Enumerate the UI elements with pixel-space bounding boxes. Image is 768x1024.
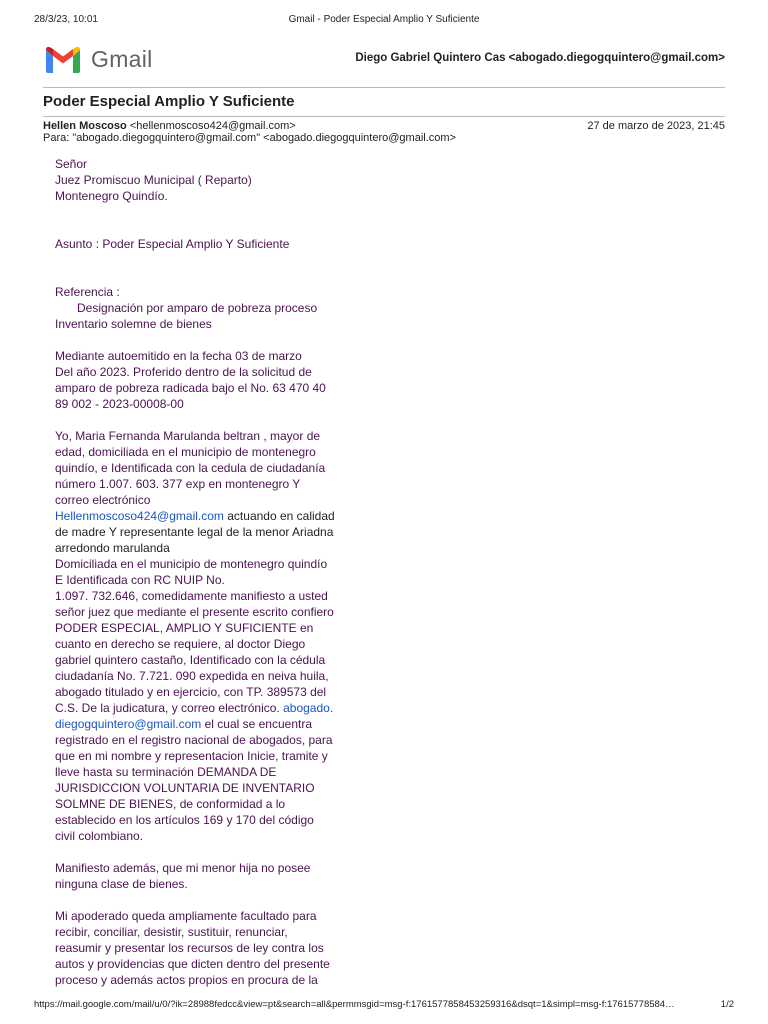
print-url: https://mail.google.com/mail/u/0/?ik=28988fedcc&view=pt&search=all&permmsgid=msg-f:1761577858453259316&dsqt=1&simpl=msg-f:17615778584…	[34, 999, 675, 1010]
abogado-email-link[interactable]: diegogquintero@gmail.com	[55, 717, 202, 731]
greeting-line: Juez Promiscuo Municipal ( Reparto)	[55, 173, 252, 187]
page-number: 1/2	[720, 999, 734, 1010]
paragraph-line	[55, 700, 375, 716]
sender	[43, 120, 296, 132]
hellen-email-link[interactable]: Hellenmoscoso424@gmail.com	[55, 509, 224, 523]
apoderado-line: proceso y además actos propios en procura de la	[55, 973, 318, 987]
paragraph-text: actuando en calidad	[223, 509, 335, 523]
paragraph-line: edad, domiciliada en el municipio de montenegro	[55, 445, 316, 459]
paragraph-line: establecido en los artículos 169 y 170 del código	[55, 813, 314, 827]
mediante-line: Del año 2023. Proferido dentro de la solicitud de	[55, 365, 312, 379]
email-body	[55, 156, 375, 988]
apoderado-line: recibir, conciliar, desistir, sustituir, renunciar,	[55, 925, 288, 939]
sender-name: Hellen Moscoso	[43, 120, 127, 132]
paragraph-line: de madre Y representante legal de la menor Ariadna	[55, 525, 334, 539]
paragraph-line: registrado en el registro nacional de abogados, para	[55, 733, 333, 747]
paragraph-text: el cual se encuentra	[201, 717, 313, 731]
mediante-line: 89 002 - 2023-00008-00	[55, 397, 184, 411]
paragraph-line: civil colombiano.	[55, 829, 144, 843]
paragraph-text: C.S. De la judicatura, y correo electrónico.	[55, 701, 284, 715]
paragraph-line: Yo, Maria Fernanda Marulanda beltran , mayor de	[55, 429, 321, 443]
paragraph-line: abogado titulado y en ejercicio, con TP. 389573 del	[55, 685, 327, 699]
print-datetime: 28/3/23, 10:01	[34, 14, 98, 25]
paragraph-line: cuanto en derecho se requiere, al doctor Diego	[55, 637, 306, 651]
paragraph-line: lleve hasta su terminación DEMANDA DE	[55, 765, 277, 779]
paragraph-line: 1.097. 732.646, comedidamente manifiesto a usted	[55, 589, 328, 603]
gmail-m-logo-icon	[43, 44, 83, 74]
paragraph-line: que en mi nombre y representacion Inicie, tramite y	[55, 749, 328, 763]
paragraph-line: correo electrónico	[55, 493, 151, 507]
manifiesto-line: ninguna clase de bienes.	[55, 877, 188, 891]
recipient: Para: "abogado.diegogquintero@gmail.com" <abogado.diegogquintero@gmail.com>	[43, 132, 456, 144]
paragraph-line: E Identificada con RC NUIP No.	[55, 573, 225, 587]
print-title: Gmail - Poder Especial Amplio Y Suficiente	[288, 14, 480, 25]
paragraph-line	[55, 508, 375, 524]
paragraph-line: JURISDICCION VOLUNTARIA DE INVENTARIO	[55, 781, 315, 795]
paragraph-line: Domiciliada en el municipio de montenegro quindío	[55, 557, 328, 571]
mediante-line: Mediante autoemitido en la fecha 03 de marzo	[55, 349, 302, 363]
apoderado-line: Mi apoderado queda ampliamente facultado para	[55, 909, 317, 923]
asunto-line: Asunto : Poder Especial Amplio Y Suficiente	[55, 237, 290, 251]
referencia-label: Referencia :	[55, 285, 120, 299]
apoderado-line: reasumir y presentar los recursos de ley contra los	[55, 941, 324, 955]
account-name: Diego Gabriel Quintero Cas <abogado.diegogquintero@gmail.com>	[355, 52, 725, 64]
sender-email: <hellenmoscoso424@gmail.com>	[129, 120, 296, 132]
paragraph-line: arredondo marulanda	[55, 541, 170, 555]
email-date: 27 de marzo de 2023, 21:45	[587, 120, 725, 132]
paragraph-line: quindío, e Identificada con la cedula de ciudadanía	[55, 461, 326, 475]
mediante-line: amparo de pobreza radicada bajo el No. 63 470 40	[55, 381, 326, 395]
gmail-wordmark: Gmail	[91, 45, 153, 72]
abogado-email-link[interactable]: abogado.	[283, 701, 334, 715]
referencia-line: Inventario solemne de bienes	[55, 317, 212, 331]
referencia-line: Designación por amparo de pobreza proceso	[77, 301, 318, 315]
paragraph-line: señor juez que mediante el presente escrito confiero	[55, 605, 334, 619]
header-divider	[43, 87, 725, 88]
paragraph-line: gabriel quintero castaño, Identificado con la cédula	[55, 653, 326, 667]
email-subject: Poder Especial Amplio Y Suficiente	[43, 93, 295, 110]
paragraph-line: PODER ESPECIAL, AMPLIO Y SUFICIENTE en	[55, 621, 314, 635]
greeting-line: Señor	[55, 157, 88, 171]
greeting-line: Montenegro Quindío.	[55, 189, 168, 203]
manifiesto-line: Manifiesto además, que mi menor hija no posee	[55, 861, 311, 875]
paragraph-line: SOLMNE DE BIENES, de conformidad a lo	[55, 797, 286, 811]
apoderado-line: autos y providencias que dicten dentro del presente	[55, 957, 330, 971]
subject-divider	[43, 116, 725, 117]
paragraph-line: número 1.007. 603. 377 exp en montenegro Y	[55, 477, 301, 491]
gmail-logo	[43, 44, 153, 74]
paragraph-line	[55, 716, 375, 732]
paragraph-line: ciudadanía No. 7.721. 090 expedida en neiva huila,	[55, 669, 329, 683]
